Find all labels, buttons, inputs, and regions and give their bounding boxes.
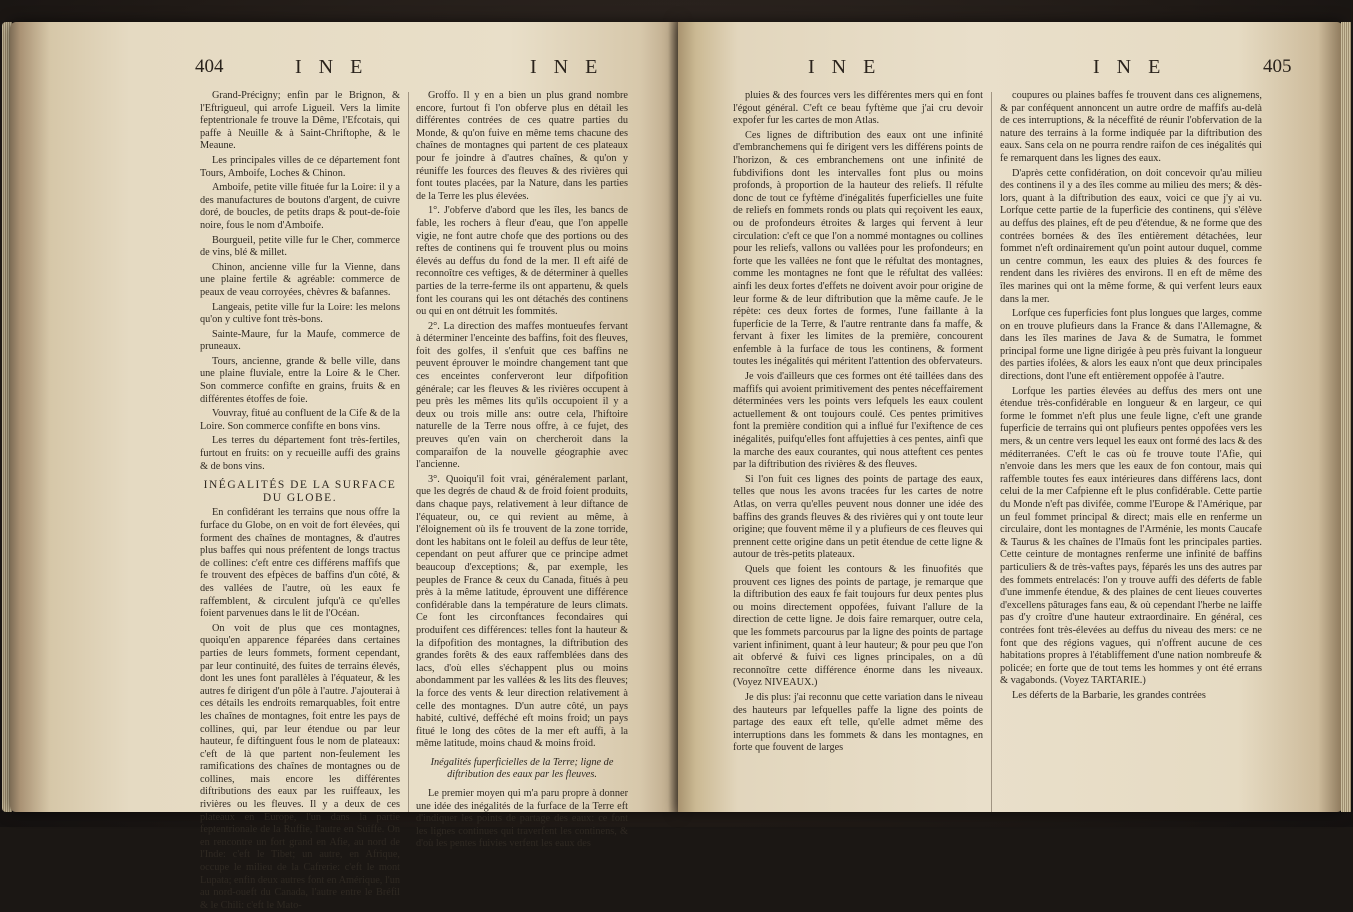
paragraph: Bourgueil, petite ville fur le Cher, commerce de vins, blé & millet. [200,234,400,259]
paragraph: D'après cette confidération, on doit concevoir qu'au milieu des continens il y a des îles comme au milieu des mers; & dès-lors, quant à la diftribution des eaux, voici ce que j'y ai vu. Lorfque cette partie de la fuperficie des continens, qui s'élève au deffus des plaines, eft de peu d'étendue, & ne forme que des contrées bornées & des îles entièrement détachées, leur fommet n'eft ordinairement qu'un point autour duquel, comme un centre commun, les eaux des pluies & des fources fe rendent dans les rivières des environs. Il en eft de même des îles marines qui ont la même forme, & qui verfent leurs eaux dans la mer. [1000,167,1262,305]
right-page [678,22,1343,812]
right-running-head: I N E [808,56,882,78]
paragraph: 3°. Quoiqu'il foit vrai, généralement parlant, que les degrés de chaud & de froid foient produits, dans chaque pays, relativement à leur diftance de l'équateur, ou, ce qui revient au même, à l'éloignement où ils fe trouvent de la zone torride, dont les habitans ont le foleil au deffus de leur tête, cependant on peut affurer que ce principe admet beaucoup d'exceptions; &, par exemple, les peuples de France & ceux du Canada, fitués à peu près à la même latitude, éprouvent une différence confidérable dans la température de leurs climats. Ce font les circonftances fecondaires qui produifent ces différences: telles font la hauteur & la difpofition des montagnes, la diftribution des grandes forêts & des eaux raffemblées dans des lacs, d'où elles s'échappent plus ou moins abondamment par les vallées & les lits des fleuves; la force des vents & leur direction relativement à celle des montagnes. D'un autre côté, un pays habité, cultivé, defféché eft moins froid; un pays fitué le long des côtes de la mer eft auffi, à la même latitude, moins chaud & moins froid. [416,473,628,750]
column-rule [408,92,409,812]
paragraph: Tours, ancienne, grande & belle ville, dans une plaine fluviale, entre la Loire & le Cher. Son commerce confifte en grains, fruits & en différentes étoffes de foie. [200,355,400,405]
paragraph: Le premier moyen qui m'a paru propre à donner une idée des inégalités de la furface de la Terre eft d'indiquer les points de partage des eaux: ce font les lignes continues qui traverfent les continens, & d'où les pentes fuivies verfent les eaux des [416,788,628,850]
right-column-2 [1000,90,1262,802]
paragraph: En confidérant les terrains que nous offre la furface du Globe, on en voit de fort élevées, qui forment des chaînes de montagnes, & d'autres plus baffes qui nous préfentent de longs tractus de collines: c'eft entre ces différens maffifs que fe trouvent des efpèces de baffins d'un côté, & des vallées de l'autre, où les eaux fe raffemblent, & circulent jufqu'à ce qu'elles foient parvenues dans le lit de l'Océan. [200,507,400,620]
left-running-head-col2: I N E [530,56,604,78]
paragraph: 1°. J'obferve d'abord que les îles, les bancs de fable, les rochers à fleur d'eau, que l'on appelle vigie, ne font autre chofe que des portions ou des reftes de continens qui fe trouvent plus ou moins élevés au deffus du fond de la mer. Il eft aifé de reconnoître ces veftiges, & de déterminer à quelles parties de la terre-ferme ils ont appartenu, & quels font les courans qui les ont détachés des continens ou qui en ont détruit les fommités. [416,205,628,318]
paragraph: Lorfque ces fuperficies font plus longues que larges, comme on en trouve plufieurs dans la France & dans l'Allemagne, & dans les îles marines de Java & de Sumatra, le fommet principal forme une ligne dirigée à peu près fuivant la longueur des parties ifolées, & alors les eaux n'ont que deux principales directions, dont l'une eft entièrement oppofée à l'autre. [1000,308,1262,383]
right-page-number: 405 [1263,56,1292,77]
left-column-2 [416,90,628,850]
left-page-number: 404 [195,56,224,77]
paragraph: Si l'on fuit ces lignes des points de partage des eaux, telles que nous les avons tracées fur les cartes de notre Atlas, on verra qu'elles peuvent nous donner une idée des baffins des grands fleuves & des rivières qui y ont toute leur origine; que fouvent même il y a plufieurs de ces fleuves qui prennent cette origine dans un petit étendue de cette ligne & autour de très-petits plateaux. [733,473,983,561]
paragraph: Les terres du département font très-fertiles, furtout en fruits: on y recueille auffi des grains & de bons vins. [200,435,400,472]
paragraph: Lorfque les parties élevées au deffus des mers ont une étendue très-confidérable en longueur & en largeur, ce qui forme le fommet n'eft plus une feule ligne, c'eft une grande fuperficie de terrains qui ont plufieurs pentes oppofées vers les mers, & un centre vers lequel les eaux ont formé des lacs & des méditerranées. C'eft le cas où fe trouve toute l'Afie, qui n'envoie dans les mers que les eaux de fon contour, mais qui raffemble toutes fes eaux intérieures dans différens lacs, dont celui de la mer Cafpienne eft le plus confidérable. Cette partie du Monde n'eft pas divifée, comme l'Europe & l'Amérique, par un feul fommet principal & direct; mais elle en renferme un circulaire, dont les montagnes de l'Arménie, les monts Caucafe & Taurus & les chaînes de l'Imaüs font les principales parties. Cette ceinture de montagnes renferme une infinité de baffins particuliers & de très-vaftes pays, féparés les uns des autres par des fommets entrelacés: l'on y trouve auffi des déferts de fable d'une immenfe étendue, & des plaines de cent lieues couvertes d'excellens pâturages fans eau, & où cependant l'herbe ne laiffe pas d'y croître d'une hauteur extraordinaire. En général, ces contrées font très-élevées au deffus du niveau des mers: ce ne font que des régions vagues, qui n'offrent aucune de ces habitations propres à l'établiffement d'une nation nombreufe & policée; en forte que de tout tems les hommes y ont été errans & vagabonds. (Voyez TARTARIE.) [1000,385,1262,687]
paragraph: coupures ou plaines baffes fe trouvent dans ces alignemens, & par conféquent annoncent un autre ordre de maffifs au-delà de ces interruptions, & la néceffité de réunir l'obfervation de la nature des terrains à la forme indiquée par la diftribution des eaux. Sans cela on ne pourra rendre raifon de ces inégalités qui fe remarquent dans les lignes des eaux. [1000,90,1262,164]
paragraph: Chinon, ancienne ville fur la Vienne, dans une plaine fertile & agréable: commerce de peaux de veau corroyées, chèvres & bafannes. [200,261,400,298]
paragraph: Les principales villes de ce département font Tours, Amboife, Loches & Chinon. [200,154,400,179]
left-column-1 [200,90,400,911]
left-page [10,22,678,911]
column-rule [991,92,992,812]
right-column-1 [733,90,983,802]
paragraph: Je dis plus: j'ai reconnu que cette variation dans le niveau des hauteurs par lefquelles paffe la ligne des points de partage des eaux eft telle, qu'elle admet même des interruptions dans les fommets & dans les montagnes, en forte que fouvent de larges [733,691,983,754]
paragraph: pluies & des fources vers les différentes mers qui en font l'égout général. C'eft ce beau fyftème que j'ai cru devoir expofer fur les cartes de mon Atlas. [733,90,983,127]
paragraph: Vouvray, fitué au confluent de la Cife & de la Loire. Son commerce confifte en bons vins. [200,408,400,432]
paragraph: On voit de plus que ces montagnes, quoiqu'en apparence féparées dans certaines parties de leurs fommets, forment cependant, par leur continuité, des fuites de terrains élevés, dont les unes font parallèles à l'équateur, & les autres fe dirigent d'un pôle à l'autre. J'ajouterai à ces détails les endroits remarquables, foit entre les chaînes de montagnes, foit entre les pays de collines, qui, par leur étendue ou par leur hauteur, fe diftinguent fous le nom de plateaux: c'eft de là que partent non-feulement les ramifications des chaînes de montagnes ou de collines, mais encore les différentes diftributions des eaux par les ruiffeaux, les rivières ou les fleuves. Il y a deux de ces plateaux en Europe, l'un dans la partie feptentrionale de la Ruffie, l'autre en Suiffe. On en rencontre un fort grand en Afie, au nord de l'Inde: c'eft le Tibet; un autre, en Afrique, occupe le milieu de la Cafrerie: c'eft le mont Lupata; enfin deux autres font en Amérique, l'un au nord-oueft du Canada, l'autre entre le Bréfil & le Chili: c'eft le Mato- [200,622,400,911]
paragraph: Grand-Précigny; enfin par le Brignon, & l'Eftrigueul, qui arrofe Ligueil. Vers la limite feptentrionale fe trouve la Dême, l'Efcotais, qui paffe à Neuille & à Saint-Chriftophe, & le Meaune. [200,90,400,152]
left-running-head: I N E [295,56,369,78]
paragraph: Amboife, petite ville fituée fur la Loire: il y a des manufactures de boutons d'argent, de cuivre doré, de boucles, de petits draps & pout-de-foie noire, fous le nom d'Amboife. [200,182,400,231]
paragraph: Les déferts de la Barbarie, les grandes contrées [1012,689,1206,701]
paragraph: Groffo. Il y en a bien un plus grand nombre encore, furtout fi l'on obferve plus en détail les différentes contrées de ces quatre parties du Monde, & qu'on fuive en même tems chacune des chaînes de montagnes qui partent de ces plateaux pour fe joindre à d'autres chaînes, & qu'on y réuniffe les fources des fleuves & des rivières qui font toutes placées, par la Nature, dans les parties de la Terre les plus élevées. [416,90,628,202]
paragraph: Ces lignes de diftribution des eaux ont une infinité d'embranchemens qui fe dirigent vers les différens points de l'horizon, & ces embranchemens ont une infinité de fubdivifions dont les intervalles font plus ou moins profonds, à proportion de la hauteur des reliefs. Il réfulte donc de tout ce fyftème d'inégalités fuperficielles une fuite de reliefs en fommets ronds ou plats qui reçoivent les eaux, ou de profondeurs étroites & larges qui fervent à leur circulation: c'eft ce que l'on a nommé montagnes ou collines pour les reliefs, vallons ou vallées pour les profondeurs; en forte que les vallées ne font que le réfultat des montagnes, comme les montagnes ne font que le réfultat des vallées: ainfi les deux fortes d'effets ne doivent avoir pour origine de leur forme & de leur diftribution que la même caufe. Je le répète: ces deux fortes de formes, l'une faillante à la fuperficie de la Terre, & l'autre rentrante dans fa maffe, & fervant à fixer les limites de la première, concourent enfemble à la furface de tous les continens, & forment toutes les inégalités qui méritent l'attention des obfervateurs. [733,129,983,368]
paragraph: Sainte-Maure, fur la Maufe, commerce de pruneaux. [200,328,400,353]
paragraph: Quels que foient les contours & les finuofités que prouvent ces lignes des points de partage, je remarque que la diftribution des eaux fe fait toujours fur deux pentes plus ou moins directement oppofées, fuivant l'allure de la direction de cette ligne. Je dois faire remarquer, outre cela, que les fommets parcourus par la ligne des points de partage varient infiniment, quant à leur hauteur; & pour peu que l'on ait obfervé & fuivi ces lignes principales, on a dû reconnoître cette différence énorme dans les niveaux. (Voyez NIVEAUX.) [733,563,983,689]
section-subtitle: Inégalités fuperficielles de la Terre; ligne de diftribution des eaux par les fleuves. [430,756,614,781]
paragraph: 2°. La direction des maffes montueufes fervant à déterminer l'enceinte des baffins, foit des fleuves, foit des golfes, il s'enfuit que ces baffins ne peuvent éprouver le moindre changement tant que ces enceintes conferveront leur difpofition générale; car les fleuves & les rivières occupent à peu près les mêmes lits qu'ils occupoient il y a deux ou trois mille ans: outre cela, l'hiftoire naturelle de la Terre nous offre, à ce fujet, des preuves qu'en vain on chercheroit dans la comparaifon de la nouvelle géographie avec l'ancienne. [416,320,628,471]
right-page-edges [1341,22,1351,812]
right-running-head-col2: I N E [1093,56,1167,78]
paragraph: Langeais, petite ville fur la Loire: les melons qu'on y cultive font très-bons. [200,301,400,326]
section-title: INÉGALITÉS DE LA SURFACE DU GLOBE. [203,479,397,504]
paragraph: Je vois d'ailleurs que ces formes ont été taillées dans des maffifs qui avoient primitivement des pentes néceffairement déterminées vers les points vers lefquels les eaux coulent actuellement & ont toujours coulé. Ces pentes primitives font la première condition qui a influé fur l'exiftence de ces inégalités, puifqu'elles font affujetties à ces pentes, ainfi que la marche des eaux courantes, qui nous atteftent ces pentes par la diftribution des rivières & des fleuves. [733,371,983,471]
